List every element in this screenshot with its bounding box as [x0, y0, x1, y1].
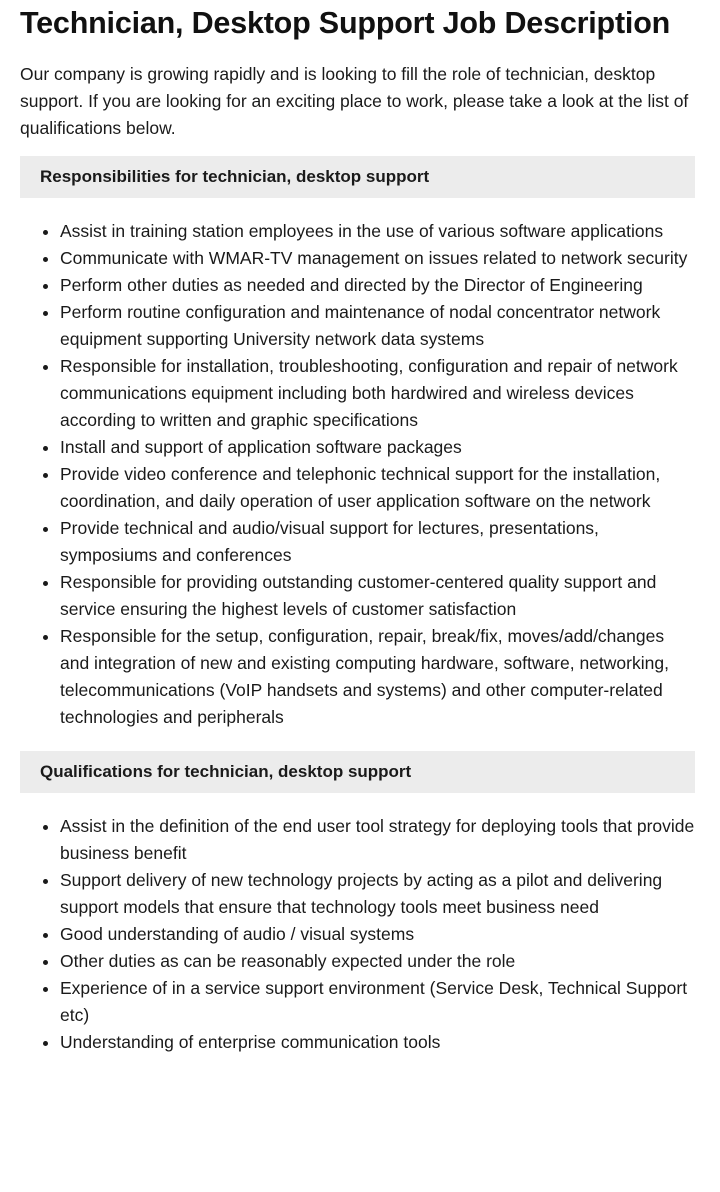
list-item: • Responsible for the setup, configuration, repair, break/fix, moves/add/changes and integration of new and existing computing hardware, software, networking, telecommunications (VoIP handsets and systems) and other computer-related technologies and peripherals — [60, 623, 695, 731]
responsibilities-list — [20, 218, 695, 731]
list-item: • Experience of in a service support environment (Service Desk, Technical Support etc) — [60, 975, 695, 1029]
list-item: • Assist in training station employees in the use of various software applications — [60, 218, 695, 245]
list-item: • Provide video conference and telephonic technical support for the installation, coordination, and daily operation of user application software on the network — [60, 461, 695, 515]
list-item: • Responsible for providing outstanding customer-centered quality support and service ensuring the highest levels of customer satisfaction — [60, 569, 695, 623]
list-item: • Perform other duties as needed and directed by the Director of Engineering — [60, 272, 695, 299]
list-item: • Assist in the definition of the end user tool strategy for deploying tools that provide business benefit — [60, 813, 695, 867]
list-item: • Responsible for installation, troubleshooting, configuration and repair of network communications equipment including both hardwired and wireless devices according to written and graphic specifications — [60, 353, 695, 434]
list-item: • Other duties as can be reasonably expected under the role — [60, 948, 695, 975]
qualifications-list — [20, 813, 695, 1056]
list-item: • Understanding of enterprise communication tools — [60, 1029, 695, 1056]
list-item: • Communicate with WMAR-TV management on issues related to network security — [60, 245, 695, 272]
section-heading-responsibilities: Responsibilities for technician, desktop support — [20, 156, 695, 198]
list-item: • Provide technical and audio/visual support for lectures, presentations, symposiums and conferences — [60, 515, 695, 569]
page-title: Technician, Desktop Support Job Description — [20, 6, 671, 40]
intro-paragraph: Our company is growing rapidly and is looking to fill the role of technician, desktop support. If you are looking for an exciting place to work, please take a look at the list of qualifications below. — [20, 64, 689, 138]
list-item: • Support delivery of new technology projects by acting as a pilot and delivering support models that ensure that technology tools meet business need — [60, 867, 695, 921]
list-item: • Perform routine configuration and maintenance of nodal concentrator network equipment supporting University network data systems — [60, 299, 695, 353]
section-heading-qualifications: Qualifications for technician, desktop support — [20, 751, 695, 793]
list-item: • Install and support of application software packages — [60, 434, 695, 461]
list-item: • Good understanding of audio / visual systems — [60, 921, 695, 948]
